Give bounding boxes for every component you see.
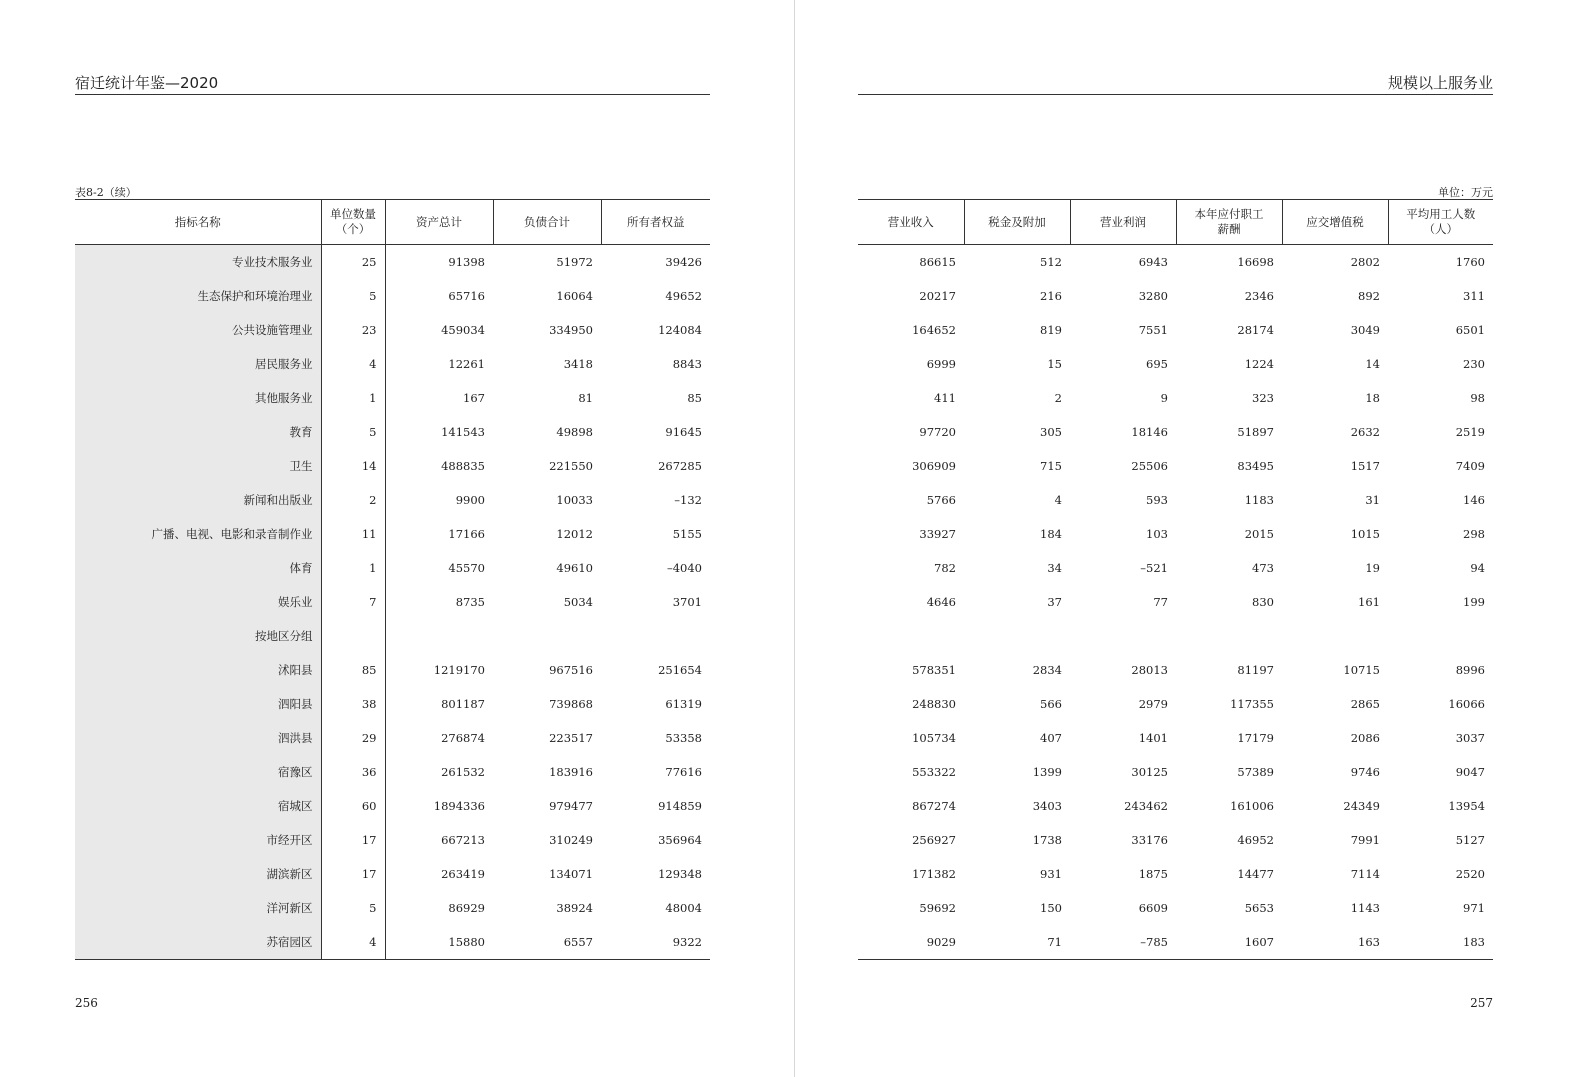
row-label: 宿豫区 <box>75 755 321 789</box>
header-row <box>858 200 1493 245</box>
total-assets-cell: 141543 <box>441 425 485 439</box>
vat-payable-cell <box>1282 619 1388 653</box>
row-label: 洋河新区 <box>75 891 321 925</box>
operating-revenue-cell: 97720 <box>919 425 956 439</box>
table-row <box>75 415 710 449</box>
total-liabilities-cell <box>493 619 601 653</box>
table-row <box>75 483 710 517</box>
group-row <box>75 619 710 653</box>
operating-profit-cell: 6609 <box>1138 901 1168 915</box>
col-header-vat-payable: 应交增值税 <box>1282 200 1388 245</box>
taxes-surcharges-cell: 715 <box>1040 459 1062 473</box>
operating-profit-cell: –521 <box>1140 561 1168 575</box>
vat-payable-cell: 24349 <box>1343 799 1380 813</box>
unit-count-cell: 29 <box>321 721 385 755</box>
row-label: 专业技术服务业 <box>75 245 321 280</box>
row-label: 娱乐业 <box>75 585 321 619</box>
total-liabilities-cell: 51972 <box>556 255 593 269</box>
total-assets-cell: 91398 <box>448 255 485 269</box>
table-row <box>75 313 710 347</box>
payroll-cell: 81197 <box>1237 663 1274 677</box>
avg-employees-cell: 13954 <box>1448 799 1485 813</box>
operating-profit-cell: 6943 <box>1138 255 1168 269</box>
vat-payable-cell: 7114 <box>1350 867 1380 881</box>
total-liabilities-cell: 334950 <box>549 323 593 337</box>
col-header-taxes-surcharges: 税金及附加 <box>964 200 1070 245</box>
operating-revenue-cell <box>858 619 964 653</box>
total-liabilities-cell: 6557 <box>493 925 601 960</box>
owners-equity-cell: –4040 <box>666 561 702 575</box>
taxes-surcharges-cell: 566 <box>1040 697 1062 711</box>
total-liabilities-cell: 134071 <box>549 867 593 881</box>
owners-equity-cell: 124084 <box>658 323 702 337</box>
vat-payable-cell: 18 <box>1365 391 1380 405</box>
table-row <box>75 449 710 483</box>
table-row <box>858 653 1493 687</box>
chapter-title: 规模以上服务业 <box>1387 74 1493 92</box>
operating-revenue-cell: 164652 <box>912 323 956 337</box>
total-liabilities-cell: 739868 <box>549 697 593 711</box>
unit-label: 单位：万元 <box>1438 186 1493 199</box>
vat-payable-cell: 31 <box>1365 493 1380 507</box>
row-label: 体育 <box>75 551 321 585</box>
total-assets-cell: 488835 <box>441 459 485 473</box>
unit-count-cell: 25 <box>321 245 385 280</box>
avg-employees-cell: 9047 <box>1455 765 1485 779</box>
unit-count-cell: 1 <box>321 551 385 585</box>
row-label: 湖滨新区 <box>75 857 321 891</box>
row-label: 宿城区 <box>75 789 321 823</box>
table-row <box>75 347 710 381</box>
operating-revenue-cell: 867274 <box>912 799 956 813</box>
vat-payable-cell: 161 <box>1358 595 1380 609</box>
vat-payable-cell: 163 <box>1282 925 1388 960</box>
payroll-cell: 830 <box>1252 595 1274 609</box>
table-row <box>75 381 710 415</box>
total-assets-cell: 459034 <box>441 323 485 337</box>
total-liabilities-cell: 10033 <box>556 493 593 507</box>
taxes-surcharges-cell: 1399 <box>1032 765 1062 779</box>
table-row <box>858 687 1493 721</box>
unit-count-cell: 11 <box>321 517 385 551</box>
table-caption: 表8-2（续） <box>75 186 137 199</box>
table-row <box>858 415 1493 449</box>
table-row <box>858 857 1493 891</box>
table-row <box>75 551 710 585</box>
table-row <box>858 551 1493 585</box>
total-liabilities-cell: 310249 <box>549 833 593 847</box>
page-number: 257 <box>1470 996 1493 1010</box>
taxes-surcharges-cell: 37 <box>1047 595 1062 609</box>
operating-profit-cell: 1401 <box>1138 731 1168 745</box>
row-label: 苏宿园区 <box>75 925 321 960</box>
operating-profit-cell: 593 <box>1146 493 1168 507</box>
unit-count-cell: 85 <box>321 653 385 687</box>
row-label: 沭阳县 <box>75 653 321 687</box>
vat-payable-cell: 1143 <box>1350 901 1380 915</box>
total-assets-cell: 1894336 <box>433 799 485 813</box>
payroll-cell: 17179 <box>1237 731 1274 745</box>
operating-revenue-cell: 6999 <box>926 357 956 371</box>
operating-profit-cell <box>1070 619 1176 653</box>
avg-employees-cell: 298 <box>1463 527 1485 541</box>
total-liabilities-cell: 81 <box>578 391 593 405</box>
owners-equity-cell: 9322 <box>601 925 710 960</box>
taxes-surcharges-cell: 931 <box>1040 867 1062 881</box>
table-row <box>858 789 1493 823</box>
taxes-surcharges-cell: 3403 <box>1032 799 1062 813</box>
book-title: 宿迁统计年鉴—2020 <box>75 74 219 92</box>
taxes-surcharges-cell: 184 <box>1040 527 1062 541</box>
total-assets-cell: 1219170 <box>433 663 485 677</box>
table-row <box>858 347 1493 381</box>
total-liabilities-cell: 16064 <box>556 289 593 303</box>
operating-profit-cell: 7551 <box>1138 323 1168 337</box>
total-liabilities-cell: 38924 <box>556 901 593 915</box>
vat-payable-cell: 14 <box>1365 357 1380 371</box>
table-row <box>858 483 1493 517</box>
total-assets-cell: 17166 <box>448 527 485 541</box>
owners-equity-cell: 39426 <box>665 255 702 269</box>
right-page <box>794 0 1587 1077</box>
col-header-payroll: 本年应付职工 薪酬 <box>1176 200 1282 245</box>
header-row <box>75 200 710 245</box>
table-row <box>75 789 710 823</box>
owners-equity-cell: 914859 <box>658 799 702 813</box>
total-assets-cell: 263419 <box>441 867 485 881</box>
vat-payable-cell: 3049 <box>1350 323 1380 337</box>
row-label: 生态保护和环境治理业 <box>75 279 321 313</box>
table-row <box>858 891 1493 925</box>
avg-employees-cell: 16066 <box>1448 697 1485 711</box>
total-liabilities-cell: 967516 <box>549 663 593 677</box>
operating-revenue-cell: 256927 <box>912 833 956 847</box>
row-label: 其他服务业 <box>75 381 321 415</box>
avg-employees-cell: 146 <box>1463 493 1485 507</box>
total-liabilities-cell: 49898 <box>556 425 593 439</box>
taxes-surcharges-cell: 216 <box>1040 289 1062 303</box>
total-assets-cell: 276874 <box>441 731 485 745</box>
total-liabilities-cell: 979477 <box>549 799 593 813</box>
total-liabilities-cell: 12012 <box>556 527 593 541</box>
avg-employees-cell: 971 <box>1463 901 1485 915</box>
owners-equity-cell: 3701 <box>672 595 702 609</box>
payroll-cell: 323 <box>1252 391 1274 405</box>
total-liabilities-cell: 3418 <box>563 357 593 371</box>
table-row <box>75 653 710 687</box>
payroll-cell: 2346 <box>1244 289 1274 303</box>
total-assets-cell: 667213 <box>441 833 485 847</box>
operating-revenue-cell: 248830 <box>912 697 956 711</box>
unit-count-cell: 4 <box>321 925 385 960</box>
taxes-surcharges-cell: 512 <box>1040 255 1062 269</box>
taxes-surcharges-cell: 819 <box>1040 323 1062 337</box>
unit-count-cell: 38 <box>321 687 385 721</box>
table-row <box>75 279 710 313</box>
operating-profit-cell: 695 <box>1146 357 1168 371</box>
table-row <box>75 687 710 721</box>
operating-revenue-cell: 553322 <box>912 765 956 779</box>
owners-equity-cell: 49652 <box>665 289 702 303</box>
avg-employees-cell: 199 <box>1463 595 1485 609</box>
avg-employees-cell: 1760 <box>1455 255 1485 269</box>
total-assets-cell: 86929 <box>448 901 485 915</box>
total-liabilities-cell: 223517 <box>549 731 593 745</box>
vat-payable-cell: 892 <box>1358 289 1380 303</box>
owners-equity-cell: 77616 <box>665 765 702 779</box>
col-header-unit-count: 单位数量 （个） <box>321 200 385 245</box>
table-row <box>858 585 1493 619</box>
unit-count-cell: 1 <box>321 381 385 415</box>
vat-payable-cell: 2632 <box>1350 425 1380 439</box>
total-liabilities-cell: 5034 <box>563 595 593 609</box>
vat-payable-cell: 7991 <box>1350 833 1380 847</box>
taxes-surcharges-cell: 34 <box>1047 561 1062 575</box>
payroll-cell: 51897 <box>1237 425 1274 439</box>
col-header-owners-equity: 所有者权益 <box>601 200 710 245</box>
table-row <box>858 313 1493 347</box>
avg-employees-cell: 2520 <box>1455 867 1485 881</box>
operating-profit-cell: –785 <box>1070 925 1176 960</box>
taxes-surcharges-cell: 305 <box>1040 425 1062 439</box>
vat-payable-cell: 2802 <box>1350 255 1380 269</box>
owners-equity-cell: –132 <box>674 493 702 507</box>
operating-profit-cell: 3280 <box>1138 289 1168 303</box>
avg-employees-cell: 7409 <box>1455 459 1485 473</box>
row-label: 居民服务业 <box>75 347 321 381</box>
operating-revenue-cell: 782 <box>934 561 956 575</box>
avg-employees-cell: 2519 <box>1455 425 1485 439</box>
table-row <box>858 381 1493 415</box>
col-header-operating-profit: 营业利润 <box>1070 200 1176 245</box>
row-label: 泗阳县 <box>75 687 321 721</box>
payroll-cell: 473 <box>1252 561 1274 575</box>
avg-employees-cell <box>1388 619 1493 653</box>
payroll-cell: 57389 <box>1237 765 1274 779</box>
operating-revenue-cell: 20217 <box>919 289 956 303</box>
col-header-avg-employees: 平均用工人数 （人） <box>1388 200 1493 245</box>
operating-revenue-cell: 306909 <box>912 459 956 473</box>
total-assets-cell: 15880 <box>385 925 493 960</box>
unit-count-cell: 36 <box>321 755 385 789</box>
col-header-indicator: 指标名称 <box>75 200 321 245</box>
total-assets-cell: 8735 <box>455 595 485 609</box>
avg-employees-cell: 98 <box>1470 391 1485 405</box>
stats-table-right <box>858 199 1493 960</box>
operating-revenue-cell: 33927 <box>919 527 956 541</box>
total-liabilities-cell: 49610 <box>556 561 593 575</box>
vat-payable-cell: 2865 <box>1350 697 1380 711</box>
payroll-cell: 1224 <box>1244 357 1274 371</box>
row-label: 公共设施管理业 <box>75 313 321 347</box>
table-row <box>75 585 710 619</box>
taxes-surcharges-cell: 15 <box>1047 357 1062 371</box>
operating-revenue-cell: 5766 <box>926 493 956 507</box>
owners-equity-cell: 85 <box>687 391 702 405</box>
operating-profit-cell: 103 <box>1146 527 1168 541</box>
total-assets-cell: 45570 <box>448 561 485 575</box>
payroll-cell: 2015 <box>1244 527 1274 541</box>
table-row <box>75 755 710 789</box>
unit-count-cell: 5 <box>321 415 385 449</box>
owners-equity-cell <box>601 619 710 653</box>
total-assets-cell: 167 <box>463 391 485 405</box>
taxes-surcharges-cell <box>964 619 1070 653</box>
table-row <box>75 891 710 925</box>
operating-profit-cell: 243462 <box>1124 799 1168 813</box>
operating-profit-cell: 30125 <box>1131 765 1168 779</box>
unit-count-cell: 23 <box>321 313 385 347</box>
page-number: 256 <box>75 996 98 1010</box>
group-row <box>858 619 1493 653</box>
payroll-cell: 117355 <box>1230 697 1274 711</box>
payroll-cell: 14477 <box>1237 867 1274 881</box>
avg-employees-cell: 5127 <box>1455 833 1485 847</box>
unit-count-cell: 17 <box>321 823 385 857</box>
table-row <box>858 517 1493 551</box>
table-row <box>858 279 1493 313</box>
owners-equity-cell: 61319 <box>665 697 702 711</box>
total-assets-cell: 65716 <box>448 289 485 303</box>
table-row <box>75 517 710 551</box>
taxes-surcharges-cell: 1738 <box>1032 833 1062 847</box>
operating-profit-cell: 77 <box>1153 595 1168 609</box>
owners-equity-cell: 267285 <box>658 459 702 473</box>
vat-payable-cell: 9746 <box>1350 765 1380 779</box>
unit-count-cell: 5 <box>321 279 385 313</box>
table-row <box>75 245 710 280</box>
avg-employees-cell: 94 <box>1470 561 1485 575</box>
taxes-surcharges-cell: 407 <box>1040 731 1062 745</box>
total-liabilities-cell: 183916 <box>549 765 593 779</box>
operating-revenue-cell: 171382 <box>912 867 956 881</box>
header-rule <box>858 94 1493 95</box>
unit-count-cell: 4 <box>321 347 385 381</box>
vat-payable-cell: 1015 <box>1350 527 1380 541</box>
row-label: 市经开区 <box>75 823 321 857</box>
operating-profit-cell: 28013 <box>1131 663 1168 677</box>
avg-employees-cell: 230 <box>1463 357 1485 371</box>
header-rule <box>75 94 710 95</box>
owners-equity-cell: 5155 <box>672 527 702 541</box>
total-assets-cell: 9900 <box>455 493 485 507</box>
row-label: 广播、电视、电影和录音制作业 <box>75 517 321 551</box>
operating-revenue-cell: 59692 <box>919 901 956 915</box>
unit-count-cell: 60 <box>321 789 385 823</box>
vat-payable-cell: 19 <box>1365 561 1380 575</box>
total-assets-cell: 801187 <box>441 697 485 711</box>
taxes-surcharges-cell: 2 <box>1054 391 1062 405</box>
table-row <box>858 755 1493 789</box>
operating-profit-cell: 25506 <box>1131 459 1168 473</box>
payroll-cell: 5653 <box>1244 901 1274 915</box>
payroll-cell <box>1176 619 1282 653</box>
payroll-cell: 1607 <box>1176 925 1282 960</box>
avg-employees-cell: 8996 <box>1455 663 1485 677</box>
total-assets-cell <box>385 619 493 653</box>
operating-profit-cell: 9 <box>1160 391 1168 405</box>
col-header-total-liabilities: 负债合计 <box>493 200 601 245</box>
owners-equity-cell: 91645 <box>665 425 702 439</box>
taxes-surcharges-cell: 71 <box>964 925 1070 960</box>
page-gutter <box>794 0 795 1077</box>
owners-equity-cell: 251654 <box>658 663 702 677</box>
col-header-operating-revenue: 营业收入 <box>858 200 964 245</box>
taxes-surcharges-cell: 150 <box>1040 901 1062 915</box>
operating-revenue-cell: 105734 <box>912 731 956 745</box>
payroll-cell: 161006 <box>1230 799 1274 813</box>
taxes-surcharges-cell: 2834 <box>1032 663 1062 677</box>
operating-profit-cell: 2979 <box>1138 697 1168 711</box>
payroll-cell: 1183 <box>1244 493 1274 507</box>
row-label: 卫生 <box>75 449 321 483</box>
unit-count-cell: 14 <box>321 449 385 483</box>
operating-revenue-cell: 4646 <box>926 595 956 609</box>
owners-equity-cell: 8843 <box>672 357 702 371</box>
owners-equity-cell: 53358 <box>665 731 702 745</box>
vat-payable-cell: 2086 <box>1350 731 1380 745</box>
payroll-cell: 46952 <box>1237 833 1274 847</box>
table-row <box>75 925 710 960</box>
row-label: 新闻和出版业 <box>75 483 321 517</box>
table-row <box>858 721 1493 755</box>
operating-profit-cell: 33176 <box>1131 833 1168 847</box>
payroll-cell: 16698 <box>1237 255 1274 269</box>
table-row <box>858 245 1493 280</box>
table-row <box>858 449 1493 483</box>
owners-equity-cell: 48004 <box>665 901 702 915</box>
owners-equity-cell: 356964 <box>658 833 702 847</box>
operating-revenue-cell: 411 <box>934 391 956 405</box>
table-row <box>858 823 1493 857</box>
taxes-surcharges-cell: 4 <box>1054 493 1062 507</box>
unit-count-cell: 2 <box>321 483 385 517</box>
unit-count-cell: 17 <box>321 857 385 891</box>
table-row <box>75 857 710 891</box>
table-row <box>858 925 1493 960</box>
unit-count-cell: 7 <box>321 585 385 619</box>
group-label: 按地区分组 <box>75 619 321 653</box>
row-label: 泗洪县 <box>75 721 321 755</box>
col-header-total-assets: 资产总计 <box>385 200 493 245</box>
avg-employees-cell: 183 <box>1388 925 1493 960</box>
row-label: 教育 <box>75 415 321 449</box>
unit-count-cell: 5 <box>321 891 385 925</box>
table-row <box>75 823 710 857</box>
operating-profit-cell: 1875 <box>1138 867 1168 881</box>
total-assets-cell: 12261 <box>448 357 485 371</box>
operating-revenue-cell: 9029 <box>858 925 964 960</box>
unit-count-cell <box>321 619 385 653</box>
owners-equity-cell: 129348 <box>658 867 702 881</box>
operating-profit-cell: 18146 <box>1131 425 1168 439</box>
operating-revenue-cell: 578351 <box>912 663 956 677</box>
avg-employees-cell: 6501 <box>1455 323 1485 337</box>
vat-payable-cell: 10715 <box>1343 663 1380 677</box>
avg-employees-cell: 3037 <box>1455 731 1485 745</box>
total-assets-cell: 261532 <box>441 765 485 779</box>
operating-revenue-cell: 86615 <box>919 255 956 269</box>
payroll-cell: 28174 <box>1237 323 1274 337</box>
stats-table-left <box>75 199 710 960</box>
avg-employees-cell: 311 <box>1463 289 1485 303</box>
table-row <box>75 721 710 755</box>
total-liabilities-cell: 221550 <box>549 459 593 473</box>
vat-payable-cell: 1517 <box>1350 459 1380 473</box>
payroll-cell: 83495 <box>1237 459 1274 473</box>
